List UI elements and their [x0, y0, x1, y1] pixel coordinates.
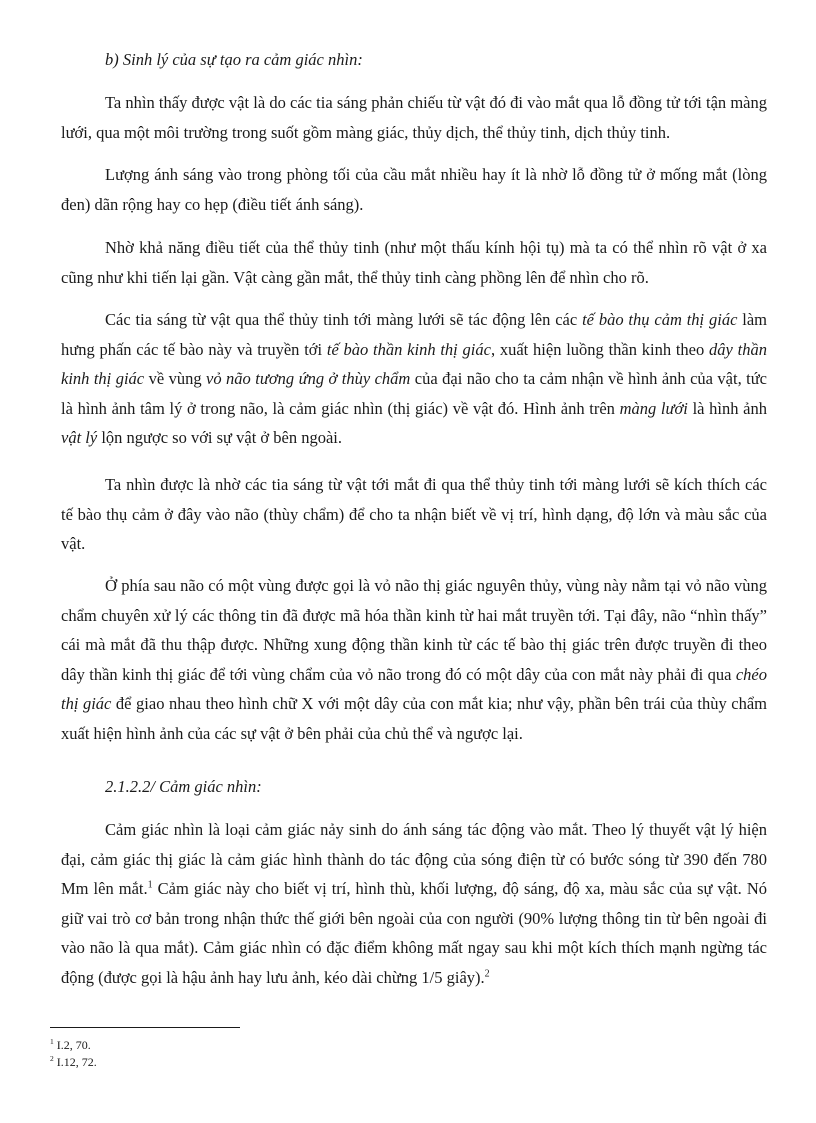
italic-term: tế bào thụ cảm thị giác: [582, 310, 738, 329]
italic-term: màng lưới: [619, 398, 688, 418]
footnote-1: [50, 1038, 91, 1052]
italic-term: tế bào thần kinh thị giác: [326, 339, 491, 359]
footnote-text: I.2, 70.: [56, 1038, 91, 1052]
text-run: làm hưng phấn các tế bào này và truyền tới: [61, 310, 767, 359]
paragraph-2: Lượng ánh sáng vào trong phòng tối của cầu mắt nhiều hay ít là nhờ lỗ đồng tử ở mống mắt (lòng đen) dãn rộng hay co hẹp (điều tiết ánh sáng).: [61, 165, 767, 214]
text-run: lộn ngược so với sự vật ở bên ngoài.: [97, 428, 342, 447]
paragraph-3: Nhờ khả năng điều tiết của thể thủy tinh (như một thấu kính hội tụ) mà ta có thể nhìn rõ vật ở xa cũng như khi tiến lại gần. Vật càng gần mắt, thể thủy tinh càng phồng lên để nhìn cho rõ.: [61, 238, 767, 287]
footnote-mark: 1: [50, 1037, 54, 1046]
paragraph-1: Ta nhìn thấy được vật là do các tia sáng phản chiếu từ vật đó đi vào mắt qua lỗ đồng tử tới tận màng lưới, qua một môi trường trong suốt gồm màng giác, thủy dịch, thể thủy tinh, dịch thủy tinh.: [61, 93, 767, 142]
text-run: là hình ảnh: [687, 398, 767, 418]
paragraph-5: Ta nhìn được là nhờ các tia sáng từ vật tới mắt đi qua thể thủy tinh tới màng lưới sẽ kích thích các tế bào thụ cảm ở đây vào não (thùy chẩm) để cho ta nhận biết về vị trí, hình dạng, độ lớn và màu sắc của vật.: [61, 475, 767, 553]
footnote-2: [50, 1055, 97, 1069]
footnote-ref-1[interactable]: 1: [147, 879, 153, 891]
text-run: về vùng: [144, 369, 207, 388]
footnote-ref-2[interactable]: 2: [484, 968, 490, 979]
italic-term: dây thần kinh thị giác: [61, 339, 767, 388]
paragraph-4: [61, 305, 767, 453]
paragraph-6: [61, 571, 767, 748]
text-run: Cảm giác nhìn là loại cảm giác nảy sinh do ánh sáng tác động vào mắt. Theo lý thuyết vật lý hiện đại, cảm giác thị giác là cảm giác hình thành do tác động của sóng điện từ có bước sóng từ 390 đến 780 Mm lên mắt.: [61, 820, 767, 898]
footnote-divider: [50, 1027, 240, 1028]
section-heading-2-1-2-2: 2.1.2.2/ Cảm giác nhìn:: [105, 777, 262, 796]
paragraph-7: [61, 815, 767, 992]
italic-term: vật lý: [61, 428, 98, 447]
italic-term: vỏ não tương ứng ở thùy chẩm: [206, 369, 411, 388]
text-run: Cảm giác này cho biết vị trí, hình thù, khối lượng, độ sáng, độ xa, màu sắc của sự vật. Nó giữ vai trò cơ bản trong nhận thức thế giới bên ngoài của con người (90% lượng thông tin từ bên ngoài đi vào não là qua mắt). Cảm giác nhìn có đặc điểm không mất ngay sau khi một kích thích mạnh ngừng tác động (được gọi là hậu ảnh hay lưu ảnh, kéo dài chừng 1/5 giây).: [61, 879, 768, 987]
italic-term: chéo thị giác: [61, 664, 767, 713]
section-heading-b: b) Sinh lý của sự tạo ra cảm giác nhìn:: [105, 50, 363, 69]
footnote-text: I.12, 72.: [56, 1055, 97, 1069]
text-run: để giao nhau theo hình chữ X với một dây của con mắt kia; như vậy, phần bên trái của thùy chẩm xuất hiện hình ảnh của các sự vật ở bên phải của chủ thể và ngược lại.: [61, 694, 767, 743]
footnote-mark: 2: [50, 1054, 54, 1063]
text-run: , xuất hiện luồng thần kinh theo: [490, 339, 710, 359]
text-run: Các tia sáng từ vật qua thể thủy tinh tới màng lưới sẽ tác động lên các: [105, 310, 583, 329]
text-run: của đại não cho ta cảm nhận về hình ảnh của vật, tức là hình ảnh tâm lý ở trong não, là cảm giác nhìn (thị giác) về vật đó. Hình ảnh trên: [61, 369, 767, 418]
text-run: Ở phía sau não có một vùng được gọi là vỏ não thị giác nguyên thủy, vùng này nằm tại vỏ não vùng chẩm chuyên xử lý các thông tin đã được mã hóa thần kinh từ hai mắt truyền tới. Tại đây, não “nhìn thấy” cái mà mắt đã thu thập được. Những xung động thần kinh từ các tế bào thị giác trên được truyền đi theo dây thần kinh thị giác để tới vùng chẩm của vỏ não trong đó có một dây của con mắt này phải đi qua: [61, 576, 767, 684]
